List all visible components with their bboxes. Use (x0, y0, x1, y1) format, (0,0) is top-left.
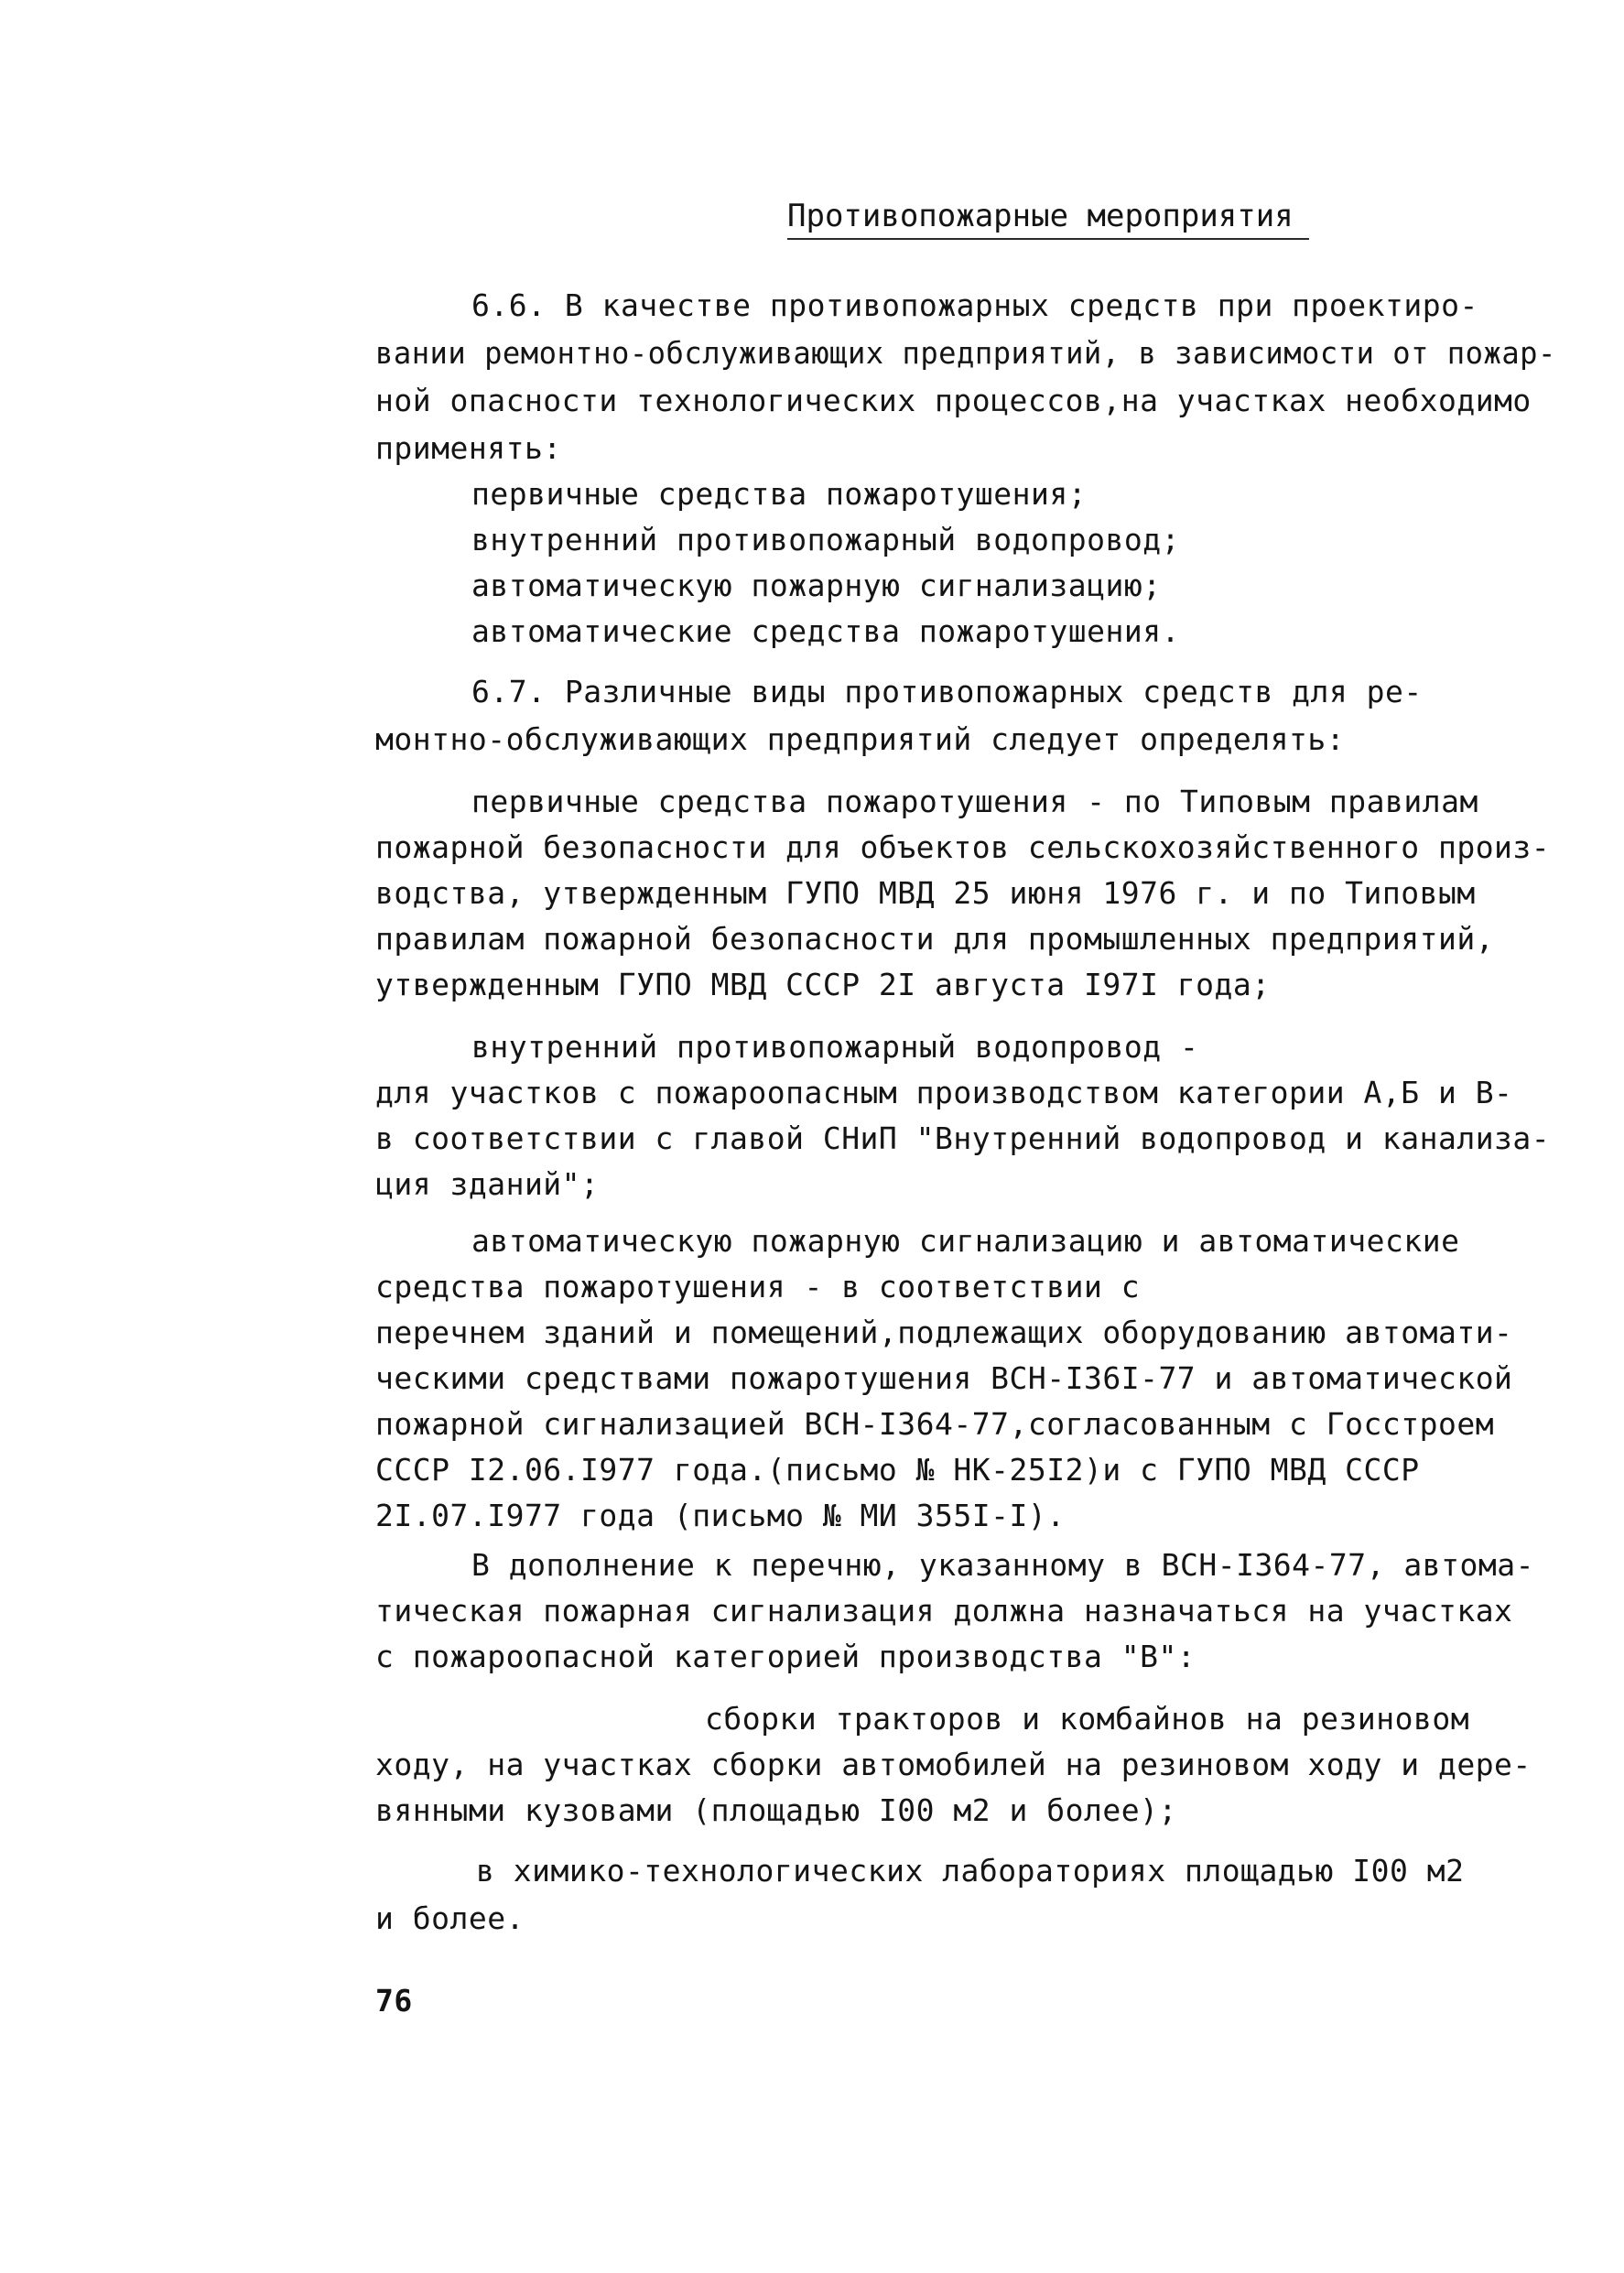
text-line: пожарной сигнализацией ВСН-I364-77,согласованным с Госстроем (375, 1406, 1495, 1442)
text-line: пожарной безопасности для объектов сельскохозяйственного произ- (375, 829, 1551, 865)
text-line: В дополнение к перечню, указанному в ВСН-I364-77, автома- (471, 1547, 1534, 1583)
text-line: монтно-обслуживающих предприятий следует определять: (375, 721, 1346, 757)
text-line: правилам пожарной безопасности для промышленных предприятий, (375, 921, 1495, 957)
text-line: ной опасности технологических процессов,на участках необходимо (375, 383, 1532, 418)
page-number: 76 (375, 1983, 413, 2019)
text-line: внутренний противопожарный водопровод - (471, 1029, 1199, 1065)
text-line: сборки тракторов и комбайнов на резиновом (705, 1701, 1470, 1737)
page-heading: Противопожарные мероприятия (787, 198, 1294, 234)
text-line: в соответствии с главой СНиП "Внутренний водопровод и канализа- (375, 1120, 1551, 1156)
text-line: и более. (375, 1900, 525, 1936)
list-item: автоматические средства пожаротушения. (471, 613, 1180, 649)
text-line: вянными кузовами (площадью I00 м2 и более); (375, 1792, 1177, 1828)
text-line: средства пожаротушения - в соответствии с (375, 1269, 1141, 1304)
heading-underline (787, 238, 1309, 240)
text-line: перечнем зданий и помещений,подлежащих оборудованию автомати- (375, 1315, 1513, 1350)
text-line: применять: (375, 430, 562, 466)
text-line: тическая пожарная сигнализация должна назначаться на участках (375, 1593, 1513, 1629)
text-line: для участков с пожароопасным производством категории А,Б и В- (375, 1075, 1513, 1110)
text-line: автоматическую пожарную сигнализацию и автоматические (471, 1223, 1460, 1259)
text-line: утвержденным ГУПО МВД СССР 2I августа I97I года; (375, 967, 1271, 1002)
text-line: вании ремонтно-обслуживающих предприятий, в зависимости от пожар- (375, 335, 1556, 371)
text-line: ходу, на участках сборки автомобилей на резиновом ходу и дере- (375, 1747, 1532, 1782)
text-line: СССР I2.06.I977 года.(письмо № НК-25I2)и с ГУПО МВД СССР (375, 1452, 1420, 1488)
text-line: в химико-технологических лабораториях площадью I00 м2 (476, 1853, 1465, 1889)
list-item: внутренний противопожарный водопровод; (471, 522, 1180, 557)
text-line: первичные средства пожаротушения - по Типовым правилам (471, 784, 1478, 819)
text-line: ческими средствами пожаротушения ВСН-I36I-77 и автоматической (375, 1360, 1513, 1396)
text-line: 6.6. В качестве противопожарных средств при проектиро- (471, 287, 1478, 323)
text-line: 6.7. Различные виды противопожарных средств для ре- (471, 674, 1423, 709)
text-line: водства, утвержденным ГУПО МВД 25 июня 1976 г. и по Типовым (375, 875, 1476, 911)
text-line: ция зданий"; (375, 1166, 600, 1202)
list-item: автоматическую пожарную сигнализацию; (471, 568, 1162, 603)
list-item: первичные средства пожаротушения; (471, 476, 1088, 512)
text-line: 2I.07.I977 года (письмо № МИ 355I-I). (375, 1498, 1066, 1533)
text-line: с пожароопасной категорией производства "В": (375, 1639, 1196, 1674)
